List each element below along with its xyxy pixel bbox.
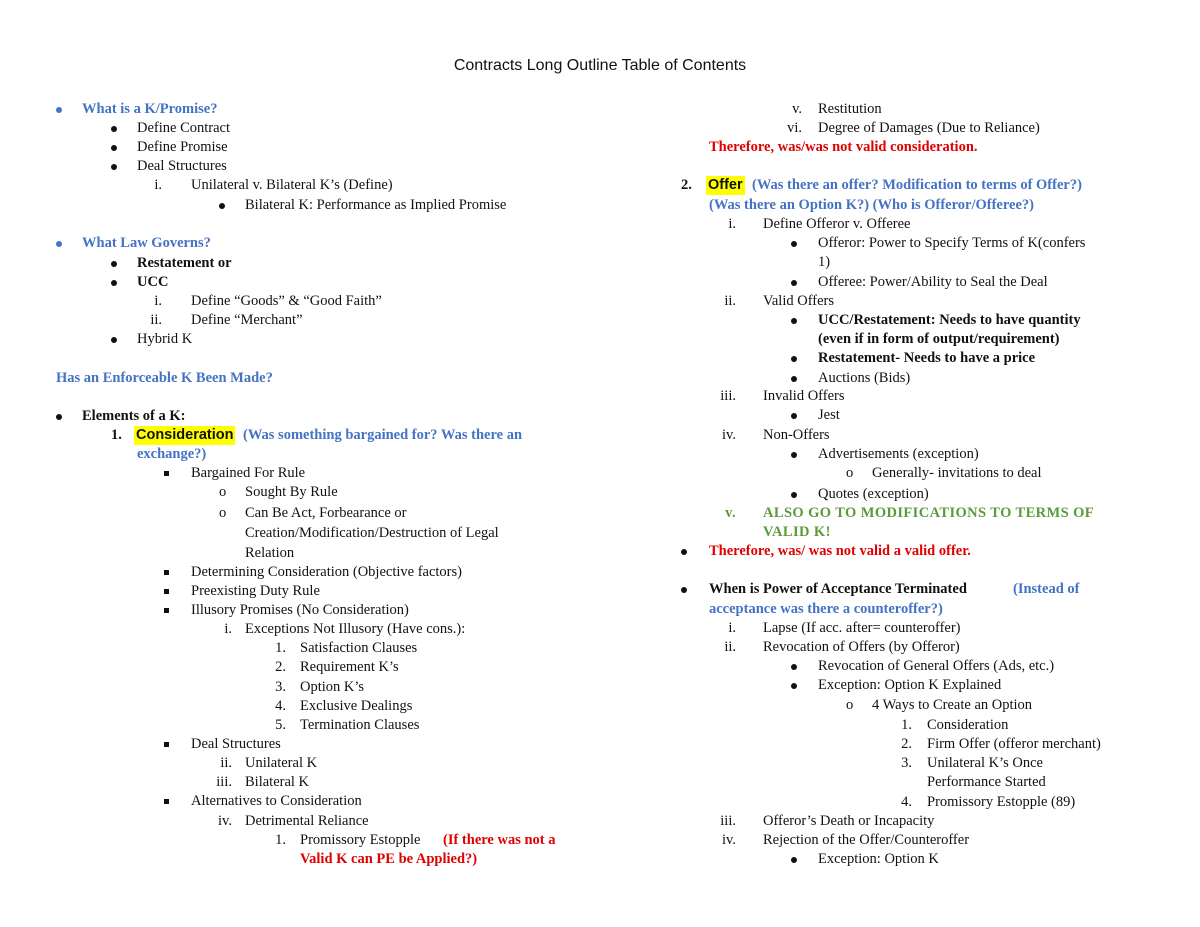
- list-item: Unilateral v. Bilateral K’s (Define): [191, 177, 393, 193]
- list-marker: v.: [792, 101, 802, 117]
- heading-what-law: What Law Governs?: [82, 235, 211, 251]
- pe-question: (If there was not a: [443, 832, 556, 848]
- bullet-icon: [111, 330, 117, 349]
- heading-has-enforceable: Has an Enforceable K Been Made?: [56, 370, 273, 386]
- list-item: Creation/Modification/Destruction of Legal: [245, 525, 499, 541]
- list-marker: iii.: [216, 774, 232, 790]
- bullet-icon: [681, 542, 687, 561]
- highlight-offer: Offer: [708, 177, 743, 193]
- list-item: UCC/Restatement: Needs to have quantity: [818, 312, 1081, 328]
- modifications-note: VALID K!: [763, 524, 831, 540]
- square-bullet-icon: [164, 735, 169, 754]
- list-item: Unilateral K’s Once: [927, 755, 1043, 771]
- list-item: Restatement- Needs to have a price: [818, 350, 1036, 366]
- list-marker: ii.: [724, 293, 736, 309]
- list-item: Restitution: [818, 101, 882, 117]
- list-item: Alternatives to Consideration: [191, 793, 362, 809]
- list-item: Bargained For Rule: [191, 465, 306, 481]
- list-item: Exceptions Not Illusory (Have cons.):: [245, 621, 466, 637]
- list-item: Performance Started: [927, 774, 1046, 790]
- list-marker: 1.: [111, 427, 122, 443]
- list-item: Relation: [245, 545, 295, 561]
- bullet-icon: [56, 234, 62, 253]
- list-marker: 2.: [275, 659, 286, 675]
- list-marker: iii.: [720, 388, 736, 404]
- bullet-icon: [111, 119, 117, 138]
- list-item: Define “Merchant”: [191, 312, 303, 328]
- list-item: Hybrid K: [137, 331, 193, 347]
- bullet-icon: [111, 273, 117, 292]
- list-item: Offeree: Power/Ability to Seal the Deal: [818, 274, 1048, 290]
- list-item: Define Promise: [137, 139, 228, 155]
- list-item: Non-Offers: [763, 427, 830, 443]
- list-item: Exclusive Dealings: [300, 698, 413, 714]
- list-marker: 2.: [681, 177, 692, 193]
- list-item: (even if in form of output/requirement): [818, 331, 1060, 347]
- list-marker: o: [846, 697, 854, 713]
- list-item: Illusory Promises (No Consideration): [191, 602, 409, 618]
- list-marker: 1.: [275, 832, 286, 848]
- list-item: Consideration: [927, 717, 1009, 733]
- list-item: Satisfaction Clauses: [300, 640, 418, 656]
- list-marker: 1.: [275, 640, 286, 656]
- bullet-icon: [111, 138, 117, 157]
- bullet-icon: [791, 676, 797, 695]
- consideration-question: (Was something bargained for? Was there an: [243, 427, 523, 443]
- list-marker: ii.: [724, 639, 736, 655]
- bullet-icon: [56, 407, 62, 426]
- list-item: Exception: Option K: [818, 851, 939, 867]
- consideration-question: exchange?): [137, 446, 207, 462]
- list-item: Deal Structures: [137, 158, 227, 174]
- bullet-icon: [791, 349, 797, 368]
- list-item: Option K’s: [300, 679, 365, 695]
- bullet-icon: [791, 445, 797, 464]
- bullet-icon: [111, 157, 117, 176]
- counteroffer-question: (Instead of: [1013, 581, 1080, 597]
- list-marker: o: [219, 505, 227, 521]
- bullet-icon: [791, 485, 797, 504]
- bullet-icon: [791, 273, 797, 292]
- list-item: Degree of Damages (Due to Reliance): [818, 120, 1040, 136]
- list-marker: iv.: [722, 427, 736, 443]
- list-item: Exception: Option K Explained: [818, 677, 1002, 693]
- bullet-icon: [791, 311, 797, 330]
- conclusion-offer: Therefore, was/ was not valid a valid offer.: [709, 543, 971, 559]
- bullet-icon: [791, 657, 797, 676]
- list-item: Determining Consideration (Objective factors): [191, 564, 462, 580]
- offer-question: (Was there an offer? Modification to terms of Offer?): [752, 177, 1082, 193]
- list-marker: vi.: [787, 120, 802, 136]
- bullet-icon: [791, 850, 797, 869]
- list-item: Promissory Estopple (89): [927, 794, 1076, 810]
- list-marker: iv.: [722, 832, 736, 848]
- list-item: Auctions (Bids): [818, 370, 911, 386]
- list-item: Deal Structures: [191, 736, 281, 752]
- square-bullet-icon: [164, 464, 169, 483]
- heading-power-terminated: When is Power of Acceptance Terminated: [709, 581, 967, 597]
- list-marker: i.: [224, 621, 232, 637]
- list-item: Valid Offers: [763, 293, 835, 309]
- list-item: Jest: [818, 407, 840, 423]
- list-item: Offeror: Power to Specify Terms of K(confers: [818, 235, 1086, 251]
- list-item: Quotes (exception): [818, 486, 929, 502]
- list-item: Unilateral K: [245, 755, 318, 771]
- list-item: Revocation of General Offers (Ads, etc.): [818, 658, 1055, 674]
- list-item: Promissory Estopple: [300, 832, 421, 848]
- list-item: Preexisting Duty Rule: [191, 583, 320, 599]
- list-marker: 1.: [901, 717, 912, 733]
- list-marker: iii.: [720, 813, 736, 829]
- list-item: Can Be Act, Forbearance or: [245, 505, 407, 521]
- square-bullet-icon: [164, 563, 169, 582]
- list-marker: i.: [728, 216, 736, 232]
- bullet-icon: [56, 100, 62, 119]
- list-marker: iv.: [218, 813, 232, 829]
- list-item: 1): [818, 254, 831, 270]
- list-item: Bilateral K: [245, 774, 310, 790]
- list-item: Advertisements (exception): [818, 446, 979, 462]
- page-title: Contracts Long Outline Table of Contents: [453, 57, 747, 74]
- list-marker: ii.: [150, 312, 162, 328]
- bullet-icon: [791, 369, 797, 388]
- list-marker: 3.: [901, 755, 912, 771]
- list-item: Define Contract: [137, 120, 231, 136]
- heading-what-is-k: What is a K/Promise?: [82, 101, 218, 117]
- counteroffer-question: acceptance was there a counteroffer?): [709, 601, 943, 617]
- list-item: Generally- invitations to deal: [872, 465, 1042, 481]
- modifications-note: ALSO GO TO MODIFICATIONS TO TERMS OF: [763, 505, 1095, 521]
- list-marker: i.: [728, 620, 736, 636]
- bullet-icon: [111, 254, 117, 273]
- list-item: Bilateral K: Performance as Implied Promise: [245, 197, 507, 213]
- square-bullet-icon: [164, 601, 169, 620]
- list-item: 4 Ways to Create an Option: [872, 697, 1033, 713]
- list-item: Revocation of Offers (by Offeror): [763, 639, 960, 655]
- list-marker: 3.: [275, 679, 286, 695]
- list-item: Lapse (If acc. after= counteroffer): [763, 620, 961, 636]
- square-bullet-icon: [164, 582, 169, 601]
- list-item: Detrimental Reliance: [245, 813, 369, 829]
- highlight-consideration: Consideration: [136, 427, 234, 443]
- list-item: Requirement K’s: [300, 659, 399, 675]
- list-marker: 4.: [275, 698, 286, 714]
- list-item: Rejection of the Offer/Counteroffer: [763, 832, 970, 848]
- list-marker: 4.: [901, 794, 912, 810]
- list-marker: o: [219, 484, 227, 500]
- list-marker: i.: [154, 177, 162, 193]
- conclusion-consideration: Therefore, was/was not valid consideration.: [709, 139, 978, 155]
- list-marker: ii.: [220, 755, 232, 771]
- list-item: Define Offeror v. Offeree: [763, 216, 911, 232]
- list-item: UCC: [137, 274, 169, 290]
- pe-question: Valid K can PE be Applied?): [300, 851, 478, 867]
- list-item: Offeror’s Death or Incapacity: [763, 813, 935, 829]
- list-item: Termination Clauses: [300, 717, 420, 733]
- bullet-icon: [791, 234, 797, 253]
- list-item: Define “Goods” & “Good Faith”: [191, 293, 382, 309]
- list-item: Sought By Rule: [245, 484, 338, 500]
- bullet-icon: [681, 580, 687, 599]
- square-bullet-icon: [164, 792, 169, 811]
- offer-question: (Was there an Option K?) (Who is Offeror/Offeree?): [709, 197, 1034, 213]
- bullet-icon: [219, 196, 225, 215]
- list-item: Firm Offer (offeror merchant): [927, 736, 1101, 752]
- list-marker: o: [846, 465, 854, 481]
- list-marker: v.: [725, 505, 736, 521]
- bullet-icon: [791, 406, 797, 425]
- list-item: Restatement or: [137, 255, 232, 271]
- list-marker: 2.: [901, 736, 912, 752]
- heading-elements: Elements of a K:: [82, 408, 186, 424]
- list-marker: i.: [154, 293, 162, 309]
- list-item: Invalid Offers: [763, 388, 845, 404]
- list-marker: 5.: [275, 717, 286, 733]
